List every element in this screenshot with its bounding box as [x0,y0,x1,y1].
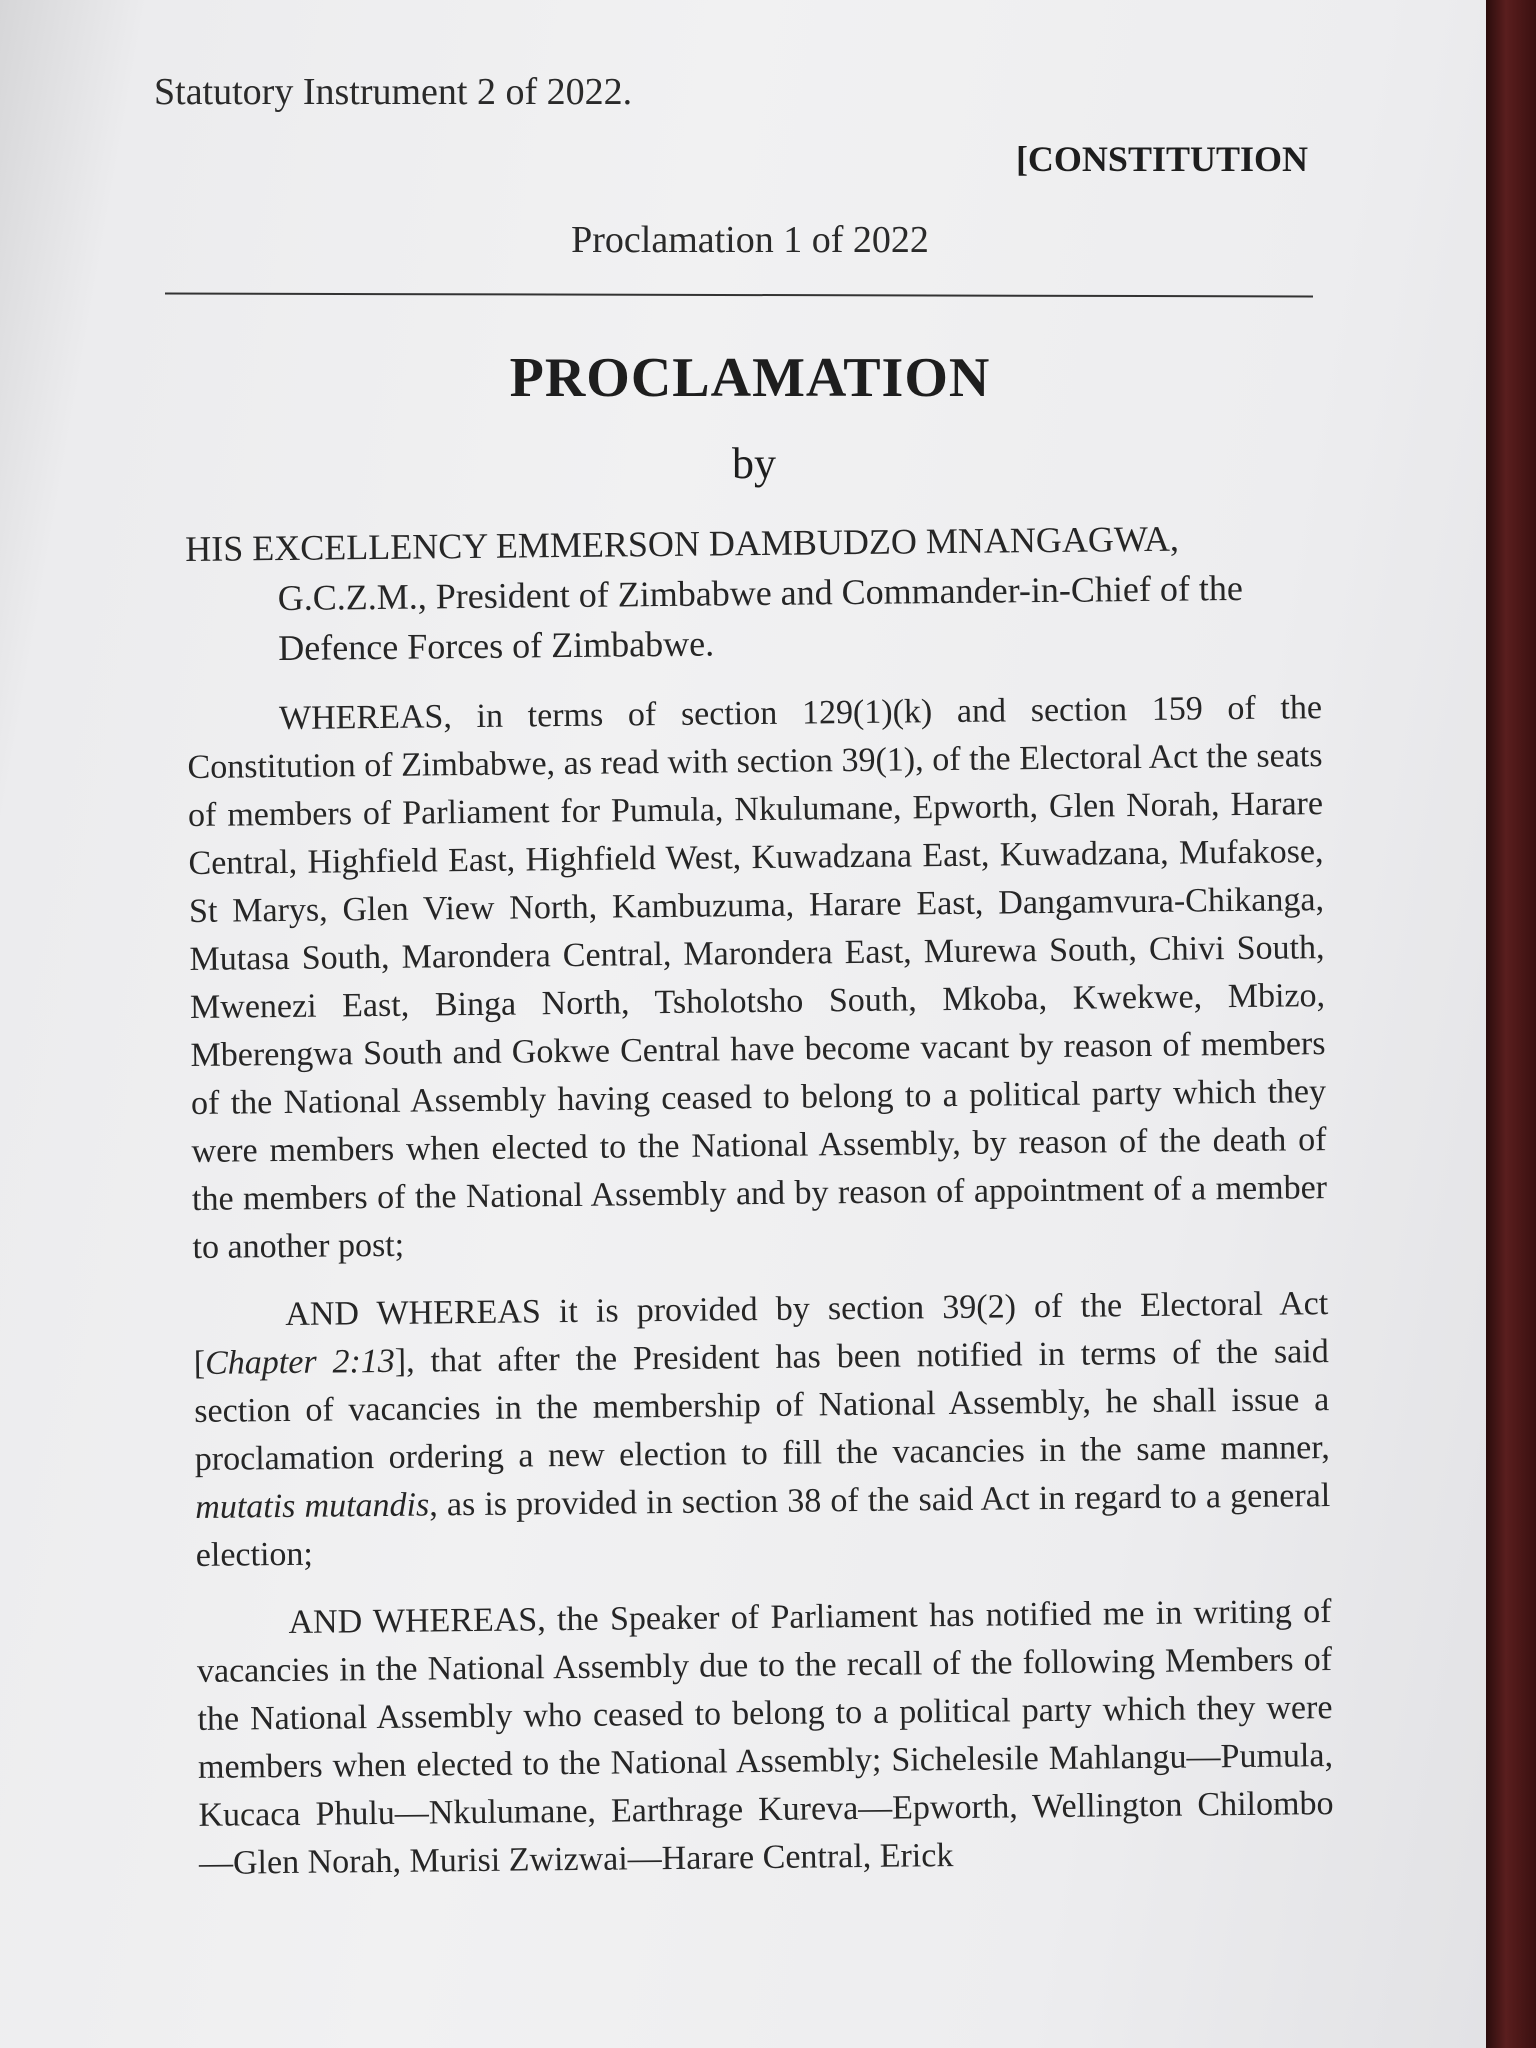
latin-phrase: mutatis mutandis [195,1486,430,1526]
by-line: by [732,439,776,488]
paragraph-whereas-3: AND WHEREAS, the Speaker of Parliament has notified me in writing of vacancies in the National Assembly due to the recall of the following Members of the National Assembly who ceased to belong to a political party which they were members when elected to the National Assembly; Sichelesile Mahlangu—Pumula, Kucaca Phulu—Nkulumane, Earthrage Kureva—Epworth, Wellington Chilombo—Glen Norah, Murisi Zwizwai—Harare Central, Erick [196,1593,1334,1882]
document-body [185,512,1334,1908]
document-title: PROCLAMATION [509,347,991,409]
paragraph-whereas-1: WHEREAS, in terms of section 129(1)(k) and section 159 of the Constitution of Zimbabwe, as read with section 39(1), of the Electoral Act the seats of members of Parliament for Pumula, Nkulumane, Epworth, Glen Norah, Harare Central, Highfield East, Highfield West, Kuwadzana East, Kuwadzana, Mufakose, St Marys, Glen View North, Kambuzuma, Harare East, Dangamvura-Chikanga, Mutasa South, Marondera Central, Marondera East, Murewa South, Chivi South, Mwenezi East, Binga North, Tsholotsho South, Mkoba, Kwekwe, Mbizo, Mberengwa South and Gokwe Central have become vacant by reason of members of the National Assembly having ceased to belong to a political party which they were members when elected to the National Assembly, by reason of the death of the members of the National Assembly and by reason of appointment of a member to another post; [187,689,1328,1266]
header-divider [165,292,1313,297]
paragraph-2-text-c: ], that after the President has been notified in terms of the said section of vacancies in the membership of National Assembly, he shall issue a proclamation ordering a new election to fill the vacancies in the same manner, [194,1333,1330,1478]
issuer-block: HIS EXCELLENCY EMMERSON DAMBUDZO MNANGAGWA, G.C.Z.M., President of Zimbabwe and Commander-in-Chief of the Defence Forces of Zimbabwe. [185,518,1244,669]
chapter-reference: Chapter 2:13 [204,1342,395,1382]
document-category: [CONSTITUTION [1015,139,1308,179]
paragraph-whereas-2 [193,1280,1331,1580]
background-surface [1486,0,1536,2048]
statutory-instrument-number: Statutory Instrument 2 of 2022. [154,71,633,113]
paragraph-2-text-a: AND WHEREAS it is provided by section 39(2) of the Electoral Act [ [193,1285,1329,1382]
paragraph-2-text-e: , as is provided in section 38 of the said Act in regard to a general election; [195,1477,1331,1574]
proclamation-number: Proclamation 1 of 2022 [571,219,929,261]
